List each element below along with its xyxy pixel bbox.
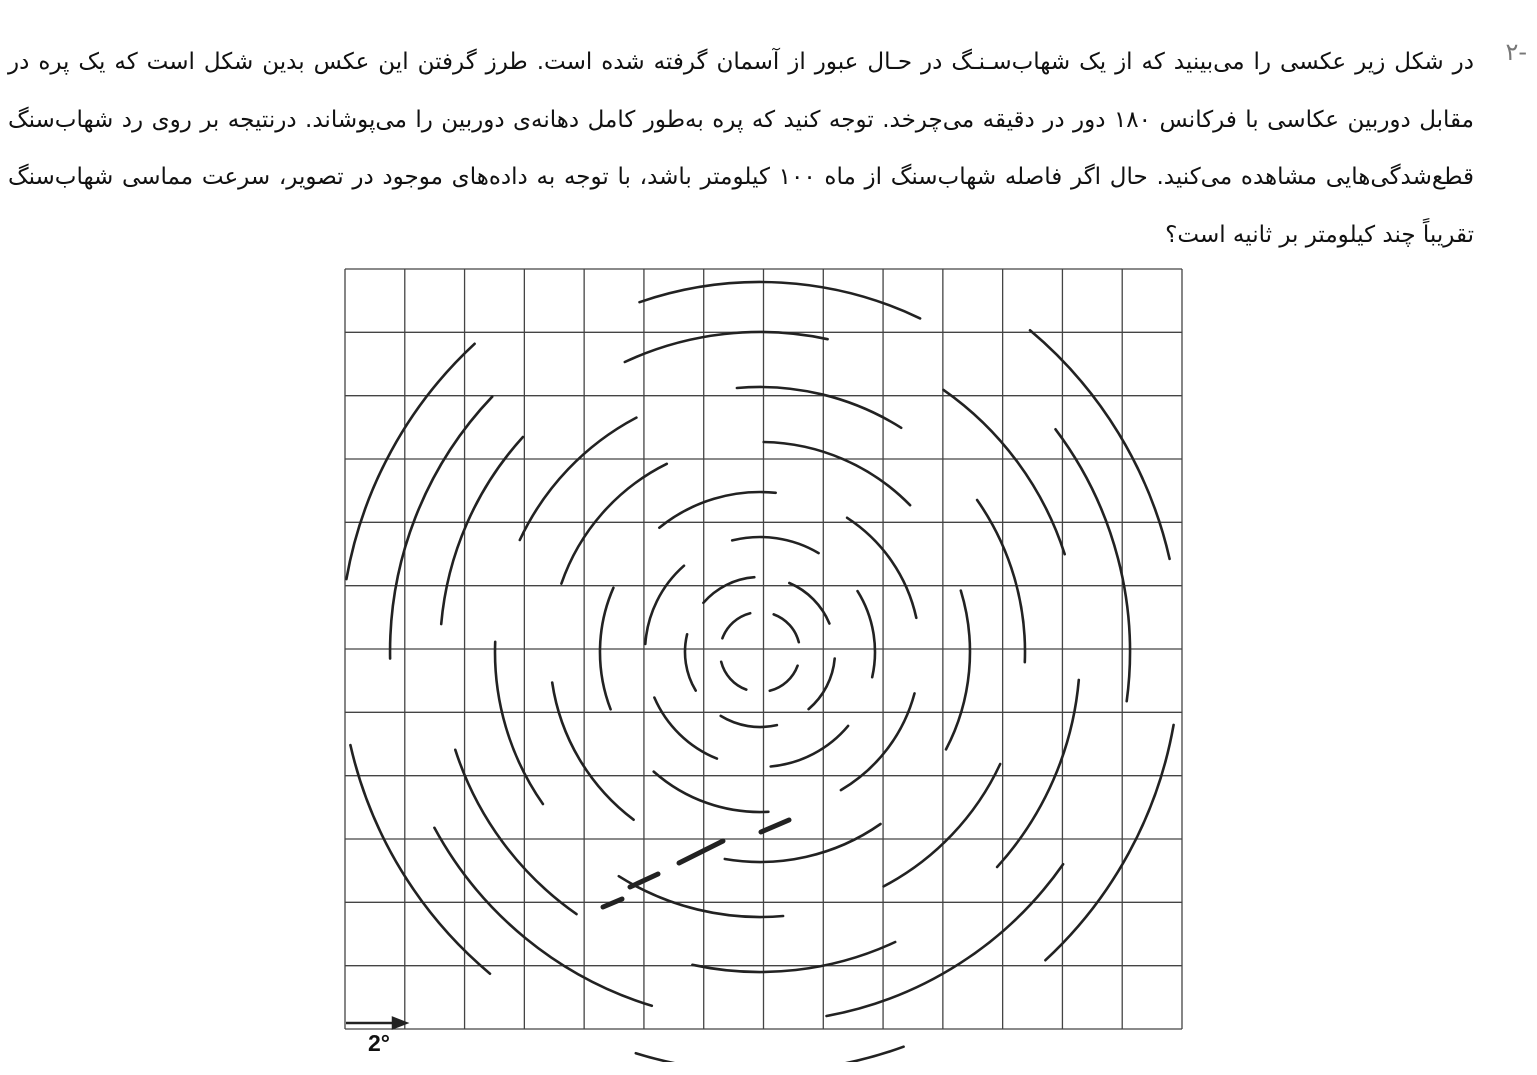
- star-trail-arc: [722, 613, 750, 638]
- star-trail-arc: [858, 591, 875, 677]
- star-trail-photo: [330, 262, 1200, 1062]
- star-trail-arc: [770, 666, 798, 691]
- star-trail-arc: [552, 683, 633, 820]
- star-trail-arc: [350, 745, 490, 974]
- star-trail-arc: [721, 662, 746, 690]
- star-trail-arc: [520, 418, 637, 540]
- star-trail-arc: [732, 537, 818, 553]
- star-trail-arc: [946, 591, 970, 750]
- star-trails: [346, 262, 1173, 1062]
- angular-grid: [345, 269, 1182, 1029]
- star-trail-arc: [692, 942, 895, 972]
- star-trail-arc: [884, 764, 1001, 886]
- star-trail-arc: [774, 614, 799, 642]
- star-trail-arc: [977, 500, 1025, 662]
- star-trail-arc: [441, 437, 523, 624]
- question-text: در شکل زیر عکسی را می‌بینید که از یک شهاب‌سـنـگ در حـال عبور از آسمان گرفته شده است. طرز گرفتن این عکس بدین شکل است که یک پره در مقابل دوربین عکاسی با فرکانس ۱۸۰ دور در دقیقه می‌چرخد. توجه کنید که پره به‌طور کامل دهانه‌ی دوربین را می‌پوشاند. درنتیجه بر روی رد شهاب‌سنگ قطع‌شدگی‌هایی مشاهده می‌کنید. حال اگر فاصله شهاب‌سنگ از ماه ۱۰۰ کیلومتر باشد، با توجه به داده‌های موجود در تصویر، سرعت مماسی شهاب‌سنگ تقریباً چند کیلومتر بر ثانیه است؟: [8, 49, 1475, 248]
- star-trail-arc: [944, 390, 1065, 554]
- star-trail-arc: [636, 1047, 904, 1062]
- scale-arrow-head: [393, 1018, 406, 1028]
- star-trail-arc: [434, 828, 651, 1006]
- star-trail-arc: [640, 282, 921, 318]
- star-trail-arc: [455, 750, 576, 914]
- star-trail-arc: [654, 698, 717, 759]
- star-trail-arc: [1045, 725, 1173, 960]
- star-trail-arc: [685, 634, 696, 690]
- star-trail-arc: [1030, 330, 1170, 559]
- star-trail-arc: [645, 566, 684, 644]
- star-trail-arc: [625, 332, 828, 362]
- star-trail-arc: [721, 716, 777, 727]
- star-trail-arc: [346, 344, 474, 579]
- star-trail-arc: [703, 577, 754, 603]
- scale-label: 2°: [368, 1030, 390, 1056]
- star-trail-arc: [495, 642, 543, 804]
- meteor-trail-segment: [761, 820, 789, 832]
- meteor-trail-segment: [679, 841, 723, 863]
- question-block: [0, 0, 1537, 260]
- star-trail-arc: [809, 659, 835, 710]
- meteor-trail-segment: [603, 899, 622, 907]
- star-trail-arc: [827, 864, 1064, 1016]
- scale-arrow: [346, 1018, 406, 1028]
- star-trail-arc: [561, 464, 666, 584]
- star-trail-arc: [847, 518, 916, 618]
- star-trail-arc: [654, 772, 769, 812]
- star-trail-figure: [330, 262, 1200, 1062]
- star-trail-arc: [771, 726, 848, 767]
- star-trail-arc: [1056, 429, 1130, 701]
- star-trail-arc: [737, 387, 901, 428]
- question-number: -۲: [1505, 38, 1527, 66]
- star-trail-arc: [725, 824, 881, 862]
- star-trail-arc: [764, 442, 910, 505]
- meteor-trail: [603, 820, 789, 907]
